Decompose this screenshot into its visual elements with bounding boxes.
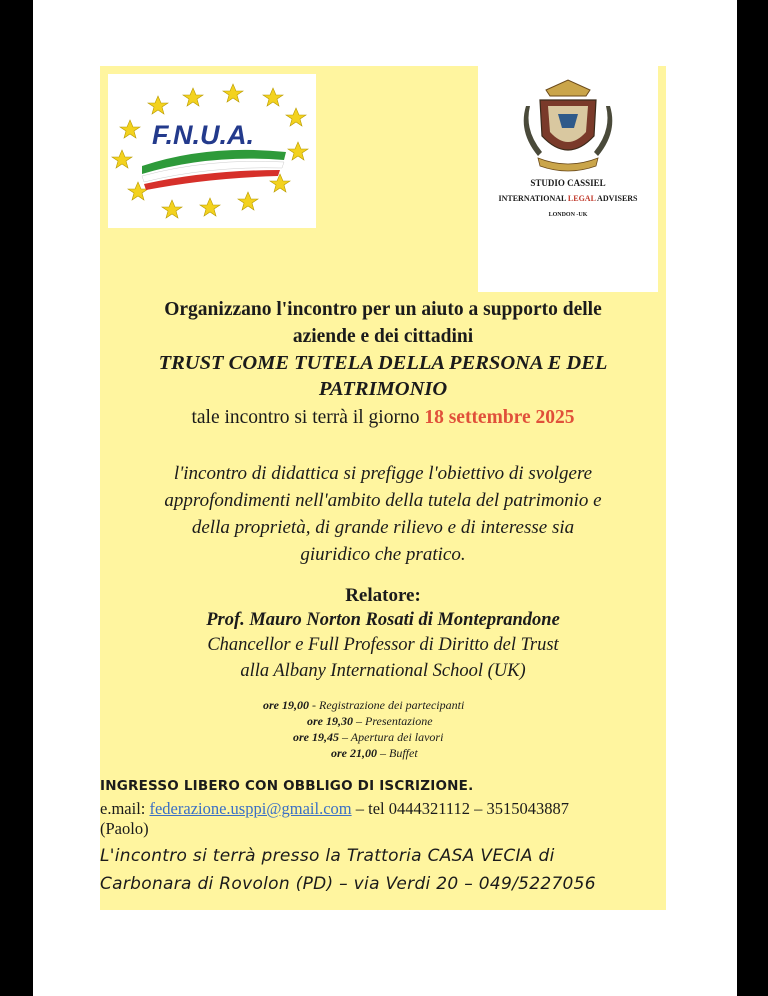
fnua-logo — [108, 74, 316, 228]
speaker-label: Relatore: — [345, 585, 421, 606]
fnua-logo-text: F.N.U.A. — [152, 120, 255, 150]
email-link[interactable]: federazione.usppi@gmail.com — [149, 799, 352, 818]
cassiel-name: STUDIO CASSIEL — [530, 178, 606, 188]
speaker-role-line-2: alla Albany International School (UK) — [240, 661, 526, 681]
fnua-logo-stars — [108, 74, 316, 228]
studio-cassiel-logo — [478, 66, 658, 292]
event-date: 18 settembre 2025 — [424, 407, 575, 428]
location-info — [100, 842, 660, 898]
title-line-2: PATRIMONIO — [318, 378, 448, 400]
speaker-role-line-1: Chancellor e Full Professor di Diritto del Trust — [207, 635, 559, 655]
cassiel-location: LONDON -UK — [548, 212, 588, 218]
date-prefix: tale incontro si terrà il giorno — [191, 407, 425, 428]
email-label: e.mail: — [100, 799, 150, 818]
title-line-1: TRUST COME TUTELA DELLA PERSONA E DEL — [158, 352, 608, 374]
description-line: l'incontro di didattica si prefigge l'obiettivo di svolgere — [173, 463, 593, 484]
contact-info — [100, 799, 660, 839]
schedule-item: ore 19,45 – Apertura dei lavori — [293, 730, 444, 744]
schedule-item: ore 19,30 – Presentazione — [307, 714, 433, 728]
intro-line-1: Organizzano l'incontro per un aiuto a supporto delle — [164, 299, 602, 320]
phone-numbers: – tel 0444321112 – 3515043887 — [351, 799, 570, 818]
free-entry-notice: INGRESSO LIBERO CON OBBLIGO DI ISCRIZIONE. — [100, 778, 474, 794]
cassiel-subtitle: INTERNATIONAL LEGAL ADVISERS — [498, 194, 638, 203]
intro-line-2: aziende e dei cittadini — [292, 326, 474, 347]
schedule-item: ore 19,00 - Registrazione dei partecipanti — [263, 698, 465, 712]
coat-of-arms-icon — [524, 80, 613, 171]
speaker-name: Prof. Mauro Norton Rosati di Monteprandone — [206, 610, 560, 630]
description-line: approfondimenti nell'ambito della tutela del patrimonio e — [164, 490, 602, 511]
schedule — [100, 697, 666, 761]
location-line-2: Carbonara di Rovolon (PD) – via Verdi 20 – 049/5227056 — [100, 874, 596, 894]
description-line: della proprietà, di grande rilievo e di interesse sia — [191, 517, 575, 538]
date-line — [100, 405, 666, 431]
location-line-1: L'incontro si terrà presso la Trattoria CASA VECIA di — [100, 846, 555, 866]
event-title — [100, 350, 666, 402]
speaker-role — [100, 632, 666, 684]
contact-name: (Paolo) — [100, 819, 149, 838]
description-line: giuridico che pratico. — [300, 544, 466, 565]
description — [100, 460, 666, 568]
intro-text — [100, 296, 666, 350]
schedule-item: ore 21,00 – Buffet — [331, 746, 418, 760]
